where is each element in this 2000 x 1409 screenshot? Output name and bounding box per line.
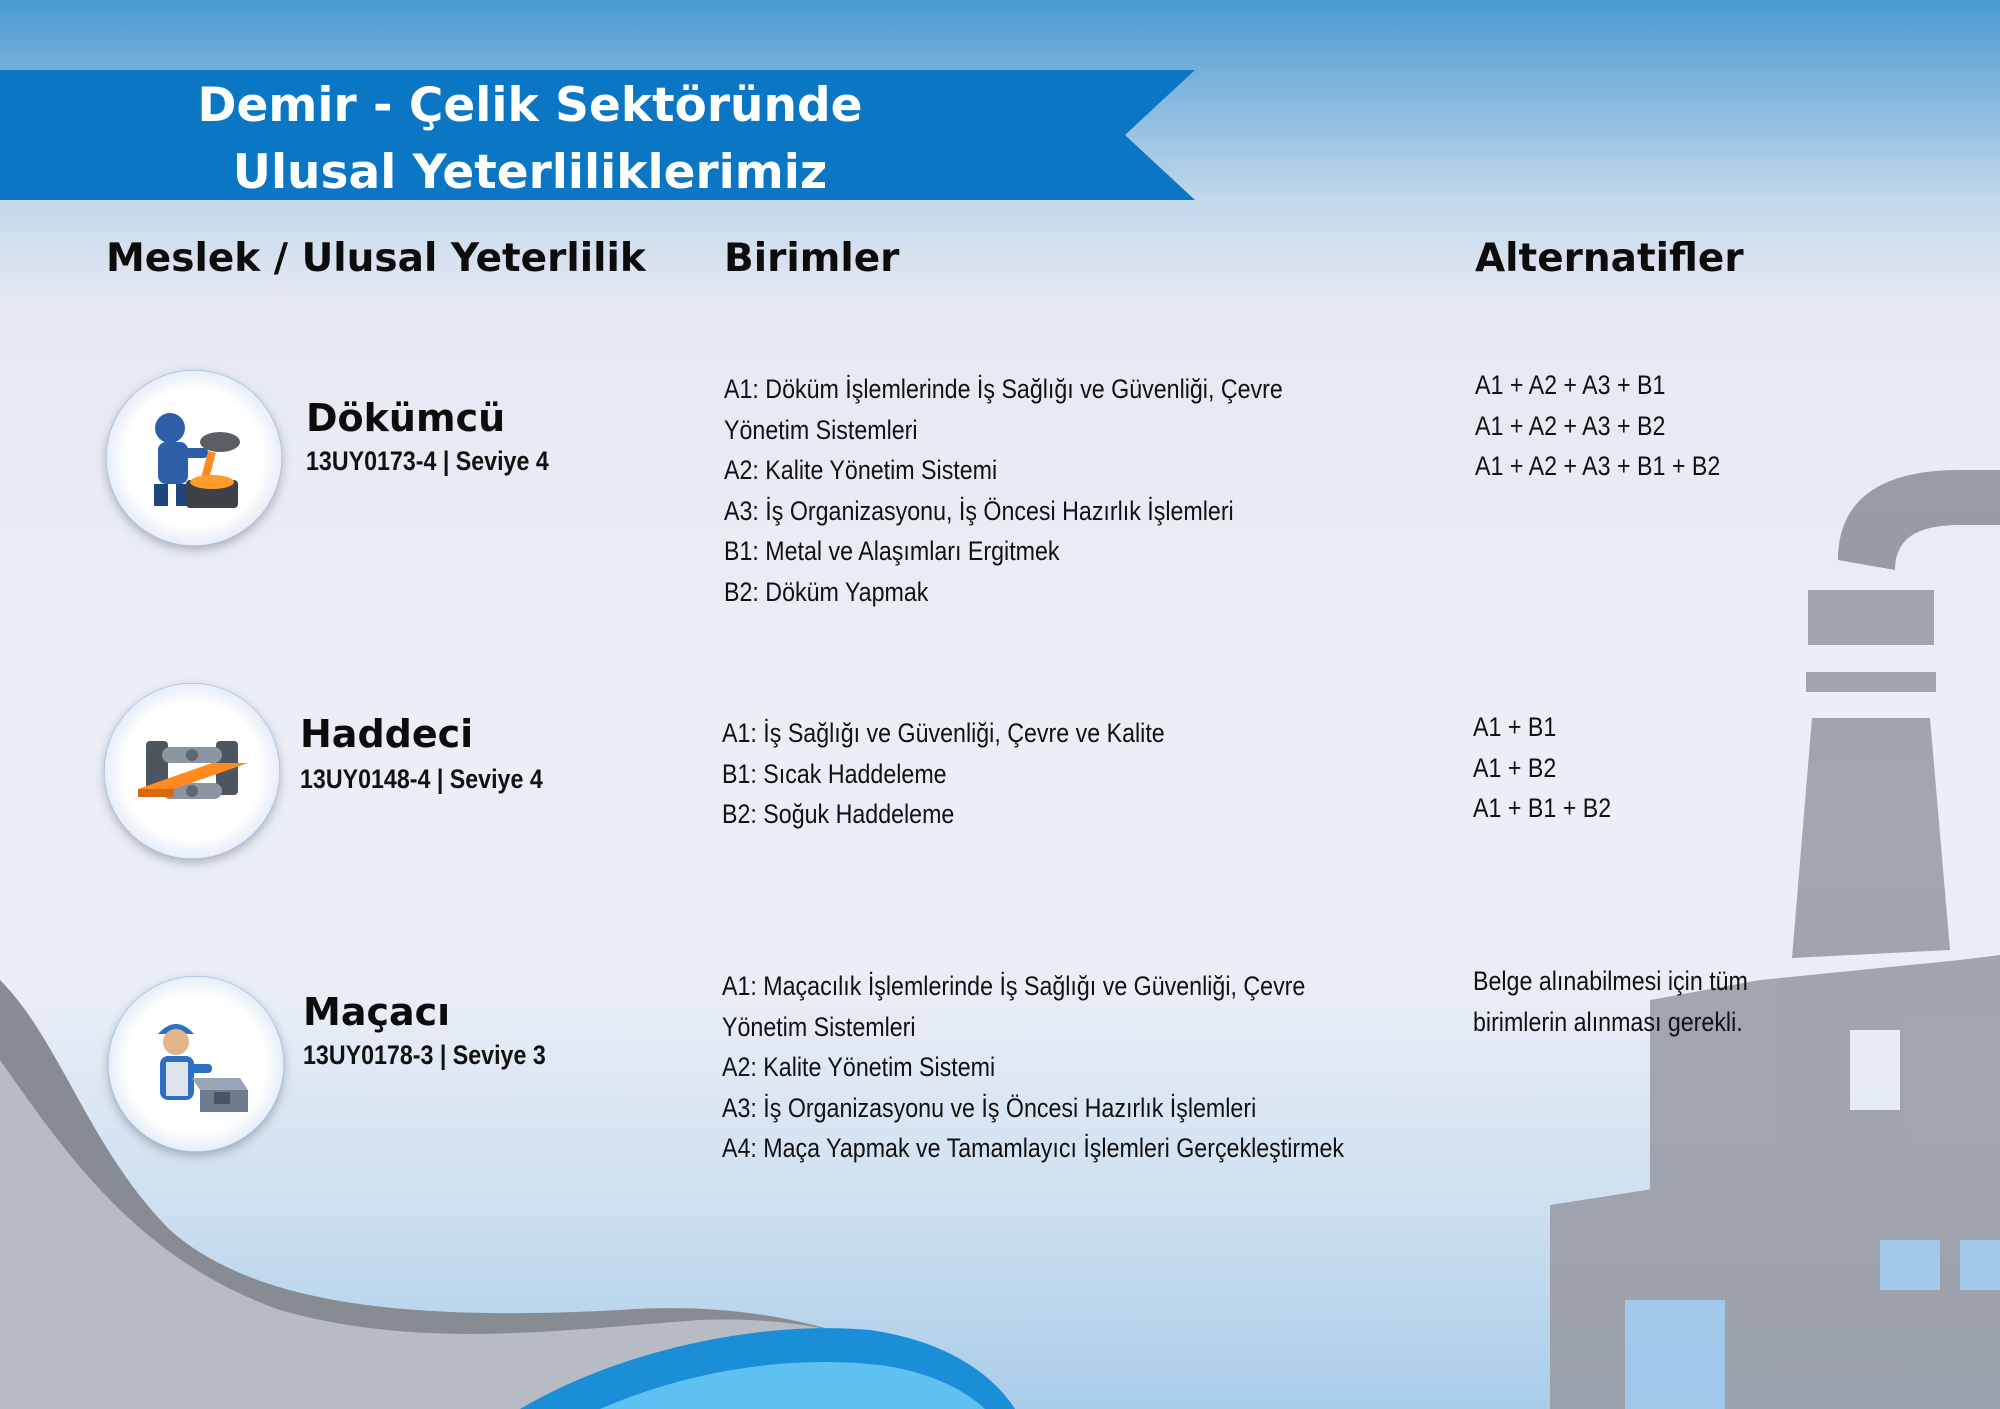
unit-item: A3: İş Organizasyonu ve İş Öncesi Hazırlık İşlemleri <box>722 1092 1257 1123</box>
units-list <box>724 369 1283 612</box>
alternative-item: A1 + B1 <box>1473 712 1557 742</box>
qualification-code: 13UY0148-4 | Seviye 4 <box>300 764 543 794</box>
unit-item: A1: İş Sağlığı ve Güvenliği, Çevre ve Kalite <box>722 718 1165 748</box>
unit-item: A1: Döküm İşlemlerinde İş Sağlığı ve Güvenliği, Çevre <box>724 374 1283 404</box>
rolling-mill-icon <box>104 683 280 859</box>
qualification-name: Dökümcü <box>306 396 506 440</box>
title-line-1: Demir - Çelik Sektöründe <box>197 78 863 133</box>
unit-item: Yönetim Sistemleri <box>724 414 918 445</box>
foundry-worker-icon <box>106 370 282 546</box>
page-title <box>0 72 1060 206</box>
unit-item: Yönetim Sistemleri <box>722 1011 916 1042</box>
alternative-item: A1 + A2 + A3 + B2 <box>1475 410 1666 441</box>
factory-silhouette <box>1550 470 2000 1409</box>
unit-item: B1: Metal ve Alaşımları Ergitmek <box>724 536 1060 566</box>
alternative-item: birimlerin alınması gerekli. <box>1473 1006 1743 1037</box>
unit-item: A2: Kalite Yönetim Sistemi <box>724 455 998 485</box>
unit-item: A1: Maçacılık İşlemlerinde İş Sağlığı ve Güvenliği, Çevre <box>722 971 1306 1001</box>
alternative-item: A1 + A2 + A3 + B1 + B2 <box>1475 451 1721 481</box>
alternatives-list <box>1475 365 1720 487</box>
units-list <box>722 713 1165 835</box>
qualification-name: Maçacı <box>303 990 451 1034</box>
qualification-code: 13UY0173-4 | Seviye 4 <box>306 446 549 476</box>
alternatives-note <box>1473 961 1748 1042</box>
unit-item: B2: Soğuk Haddeleme <box>722 799 955 829</box>
unit-item: A4: Maça Yapmak ve Tamamlayıcı İşlemleri Gerçekleştirmek <box>722 1133 1344 1163</box>
alternative-item: A1 + A2 + A3 + B1 <box>1475 370 1666 400</box>
qualification-name: Haddeci <box>300 712 474 756</box>
qualification-code: 13UY0178-3 | Seviye 3 <box>303 1040 546 1070</box>
column-heading-alternatives: Alternatifler <box>1475 236 1744 281</box>
alternatives-list <box>1473 707 1611 829</box>
unit-item: A3: İş Organizasyonu, İş Öncesi Hazırlık İşlemleri <box>724 495 1234 526</box>
units-list <box>722 966 1344 1169</box>
unit-item: A2: Kalite Yönetim Sistemi <box>722 1052 996 1082</box>
title-line-2: Ulusal Yeterliliklerimiz <box>232 145 828 200</box>
unit-item: B1: Sıcak Haddeleme <box>722 758 947 789</box>
column-heading-occupation: Meslek / Ulusal Yeterlilik <box>106 236 646 281</box>
alternative-item: Belge alınabilmesi için tüm <box>1473 966 1748 996</box>
core-maker-icon <box>108 976 284 1152</box>
alternative-item: A1 + B2 <box>1473 752 1557 783</box>
alternative-item: A1 + B1 + B2 <box>1473 793 1612 823</box>
column-heading-units: Birimler <box>724 236 900 281</box>
unit-item: B2: Döküm Yapmak <box>724 576 929 607</box>
